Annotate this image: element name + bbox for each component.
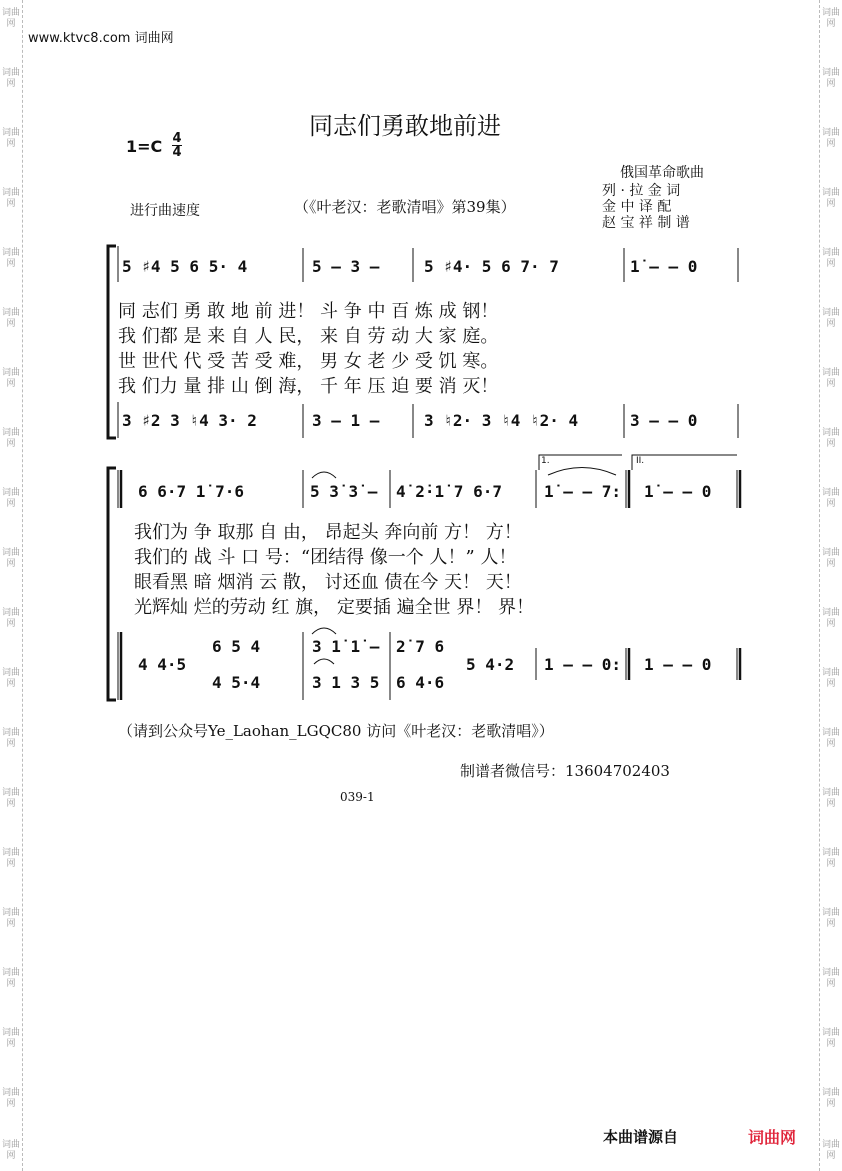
credit-lyricist: 列 · 拉 金 词 (602, 183, 681, 199)
sidebar-watermark: 词曲网 (2, 488, 21, 509)
time-signature-bottom: 4 (172, 145, 182, 160)
sidebar-watermark: 词曲网 (822, 368, 841, 389)
sidebar-watermark: 词曲网 (822, 788, 841, 809)
notation-measure: 3 – 1 – (312, 411, 380, 430)
collection-note: （《叶老汉：老歌清唱》第39集） (294, 198, 516, 216)
sidebar-watermark: 词曲网 (2, 728, 21, 749)
volta-2-label: II. (636, 456, 645, 466)
tempo-marking: 进行曲速度 (130, 203, 200, 219)
lyric-verse-1: 我们为 争 取那 自 由， 昂起头 奔向前 方！ 方！ (134, 522, 522, 543)
sidebar-watermark: 词曲网 (2, 368, 21, 389)
sidebar-watermark: 词曲网 (2, 908, 21, 929)
wechat-contact: 制谱者微信号：13604702403 (460, 762, 670, 780)
credit-arranger: 赵 宝 祥 制 谱 (602, 215, 690, 231)
source-label: 本曲谱源自 (603, 1128, 679, 1146)
notation-measure: 2̇ 7 6 (396, 637, 445, 656)
system2-bracket (108, 468, 116, 700)
lyric-verse-4: 光辉灿 烂的劳动 红 旗， 定要插 遍全世 界！ 界！ (134, 597, 535, 618)
sidebar-watermark: 词曲网 (822, 848, 841, 869)
sidebar-watermark: 词曲网 (2, 128, 21, 149)
sidebar-watermark: 词曲网 (2, 1028, 21, 1049)
page-number: 039-1 (340, 790, 375, 804)
tie-arc (312, 628, 336, 634)
sidebar-watermark: 词曲网 (822, 908, 841, 929)
sidebar-watermark: 词曲网 (2, 968, 21, 989)
sidebar-watermark: 词曲网 (822, 488, 841, 509)
notation-measure: 3 ♮2· 3 ♮4 ♮2· 4 (424, 411, 579, 430)
notation-measure: 3 ♯2 3 ♮4 3· 2 (122, 411, 257, 430)
sidebar-watermark: 词曲网 (822, 968, 841, 989)
notation-measure: 5 3̇ 3̇ – (310, 482, 378, 501)
notation-measure: 5 ♯4· 5 6 7· 7 (424, 257, 559, 276)
notation-measure: 4 5·4 (212, 673, 261, 692)
sidebar-watermark: 词曲网 (822, 1088, 841, 1109)
lyric-verse-4: 我 们力 量 排 山 倒 海， 千 年 压 迫 要 消 灭！ (118, 376, 499, 397)
notation-measure: 3 1̇ 1̇ – (312, 637, 380, 656)
sidebar-watermark: 词曲网 (2, 68, 21, 89)
visit-note: （请到公众号Ye_Laohan_LGQC80 访问《叶老汉：老歌清唱》） (118, 722, 554, 740)
sidebar-watermark: 词曲网 (822, 308, 841, 329)
notation-measure: 3 – – 0 (630, 411, 698, 430)
system1-bracket (108, 246, 116, 438)
sidebar-watermark: 词曲网 (2, 308, 21, 329)
sidebar-watermark: 词曲网 (822, 428, 841, 449)
notation-measure: 4 4·5 (138, 655, 187, 674)
credit-origin: 俄国革命歌曲 (620, 165, 704, 181)
notation-measure: 1̇ – – 0 (630, 257, 698, 276)
sidebar-watermark: 词曲网 (2, 548, 21, 569)
sidebar-watermark: 词曲网 (822, 8, 841, 29)
volta-2-bracket (632, 455, 737, 470)
sidebar-watermark: 词曲网 (822, 68, 841, 89)
lyric-verse-3: 世 世代 代 受 苦 受 难， 男 女 老 少 受 饥 寒。 (118, 351, 499, 372)
sidebar-watermark: 词曲网 (822, 1140, 841, 1161)
lyric-verse-2: 我们的 战 斗 口 号：“团结得 像一个 人！” 人！ (134, 547, 517, 568)
notation-measure: 1̇ – – 0 (644, 482, 712, 501)
sidebar-watermark: 词曲网 (2, 1140, 21, 1161)
lyric-verse-3: 眼看黑 暗 烟消 云 散， 讨还血 债在今 天！ 天！ (134, 572, 522, 593)
sidebar-watermark: 词曲网 (2, 188, 21, 209)
site-url[interactable]: www.ktvc8.com 词曲网 (28, 31, 174, 46)
lyric-verse-2: 我 们都 是 来 自 人 民， 来 自 劳 动 大 家 庭。 (118, 326, 499, 347)
sidebar-watermark: 词曲网 (822, 1028, 841, 1049)
sidebar-watermark: 词曲网 (2, 428, 21, 449)
sidebar-watermark: 词曲网 (2, 248, 21, 269)
sidebar-watermark: 词曲网 (822, 188, 841, 209)
sidebar-watermark: 词曲网 (822, 248, 841, 269)
tie-arc (548, 468, 616, 476)
sidebar-watermark: 词曲网 (2, 668, 21, 689)
notation-measure: 6 5 4 (212, 637, 261, 656)
notation-measure: 3 1 3 5 (312, 673, 380, 692)
sidebar-watermark: 词曲网 (2, 8, 21, 29)
notation-measure: 1̇ – – 7: (544, 482, 622, 501)
sidebar-watermark: 词曲网 (2, 848, 21, 869)
sidebar-watermark: 词曲网 (822, 668, 841, 689)
brand-logo-text[interactable]: 词曲网 (748, 1128, 797, 1147)
notation-measure: 5 4·2 (466, 655, 515, 674)
tie-arc (312, 472, 336, 478)
notation-measure: 6 4·6 (396, 673, 445, 692)
sidebar-watermark: 词曲网 (822, 728, 841, 749)
notation-measure: 6 6·7 1̇ 7·6 (138, 482, 244, 501)
notation-measure: 4̇ 2̇·1̇ 7 6·7 (396, 482, 502, 501)
sidebar-watermark: 词曲网 (822, 608, 841, 629)
tie-arc (314, 659, 334, 664)
credit-translator: 金 中 译 配 (602, 199, 672, 215)
time-signature-top: 4 (172, 131, 182, 146)
sidebar-watermark: 词曲网 (822, 548, 841, 569)
notation-measure: 1 – – 0 (644, 655, 712, 674)
notation-measure: 5 – 3 – (312, 257, 380, 276)
sidebar-watermark: 词曲网 (2, 788, 21, 809)
score-title: 同志们勇敢地前进 (309, 112, 501, 140)
sidebar-watermark: 词曲网 (2, 1088, 21, 1109)
sidebar-watermark: 词曲网 (822, 128, 841, 149)
notation-measure: 5 ♯4 5 6 5· 4 (122, 257, 248, 276)
notation-measure: 1 – – 0: (544, 655, 622, 674)
sidebar-watermark: 词曲网 (2, 608, 21, 629)
volta-1-label: 1. (541, 456, 550, 466)
key-signature: 1=C (126, 137, 163, 156)
lyric-verse-1: 同 志们 勇 敢 地 前 进！ 斗 争 中 百 炼 成 钢！ (118, 301, 499, 322)
